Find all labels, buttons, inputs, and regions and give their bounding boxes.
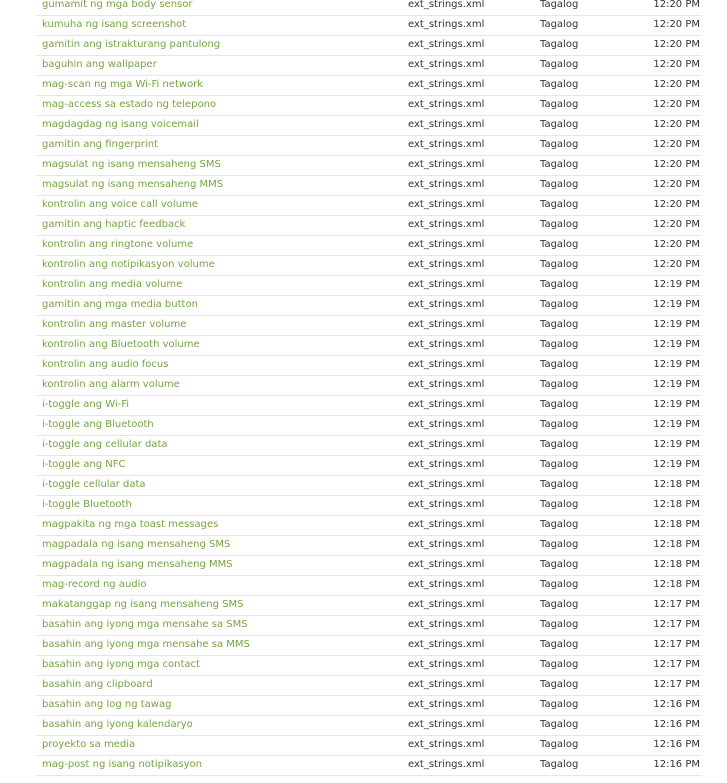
file-name: ext_strings.xml: [408, 539, 485, 550]
string-link[interactable]: gamitin ang mga media button: [42, 299, 198, 310]
string-link[interactable]: i-toggle ang Wi-Fi: [42, 399, 130, 410]
language-label: Tagalog: [540, 699, 579, 710]
list-item: [36, 396, 702, 416]
language-label: Tagalog: [540, 119, 579, 130]
file-name: ext_strings.xml: [408, 439, 485, 450]
language-label: Tagalog: [540, 259, 579, 270]
language-label: Tagalog: [540, 659, 579, 670]
timestamp: 12:19 PM: [653, 419, 700, 430]
language-label: Tagalog: [540, 139, 579, 150]
file-name: ext_strings.xml: [408, 719, 485, 730]
timestamp: 12:20 PM: [653, 59, 700, 70]
file-name: ext_strings.xml: [408, 739, 485, 750]
list-item: [36, 56, 702, 76]
list-item: [36, 296, 702, 316]
string-link[interactable]: gamitin ang istrakturang pantulong: [42, 39, 221, 50]
string-link[interactable]: kontrolin ang notipikasyon volume: [42, 259, 215, 270]
timestamp: 12:16 PM: [653, 699, 700, 710]
language-label: Tagalog: [540, 359, 579, 370]
file-name: ext_strings.xml: [408, 259, 485, 270]
timestamp: 12:20 PM: [653, 199, 700, 210]
list-item: [36, 756, 702, 776]
language-label: Tagalog: [540, 499, 579, 510]
timestamp: 12:20 PM: [653, 179, 700, 190]
string-link[interactable]: magpadala ng isang mensaheng MMS: [42, 559, 233, 570]
list-item: [36, 196, 702, 216]
language-label: Tagalog: [540, 339, 579, 350]
list-item: [36, 336, 702, 356]
file-name: ext_strings.xml: [408, 679, 485, 690]
timestamp: 12:19 PM: [653, 339, 700, 350]
language-label: Tagalog: [540, 559, 579, 570]
language-label: Tagalog: [540, 319, 579, 330]
list-item: [36, 236, 702, 256]
file-name: ext_strings.xml: [408, 39, 485, 50]
list-item: [36, 556, 702, 576]
list-item: [36, 0, 702, 16]
string-link[interactable]: magpakita ng mga toast messages: [42, 519, 219, 530]
language-label: Tagalog: [540, 19, 579, 30]
language-label: Tagalog: [540, 679, 579, 690]
file-name: ext_strings.xml: [408, 359, 485, 370]
string-link[interactable]: gamitin ang haptic feedback: [42, 219, 186, 230]
language-label: Tagalog: [540, 179, 579, 190]
timestamp: 12:18 PM: [653, 539, 700, 550]
string-link[interactable]: basahin ang iyong mga contact: [42, 659, 200, 670]
string-link[interactable]: kontrolin ang ringtone volume: [42, 239, 194, 250]
translation-activity-list: [36, 0, 702, 776]
list-item: [36, 96, 702, 116]
language-label: Tagalog: [540, 199, 579, 210]
language-label: Tagalog: [540, 599, 579, 610]
list-item: [36, 176, 702, 196]
list-item: [36, 116, 702, 136]
list-item: [36, 516, 702, 536]
file-name: ext_strings.xml: [408, 239, 485, 250]
language-label: Tagalog: [540, 439, 579, 450]
file-name: ext_strings.xml: [408, 659, 485, 670]
string-link[interactable]: basahin ang log ng tawag: [42, 699, 172, 710]
list-item: [36, 316, 702, 336]
list-item: [36, 536, 702, 556]
string-link[interactable]: mag-record ng audio: [42, 579, 147, 590]
language-label: Tagalog: [540, 299, 579, 310]
string-link[interactable]: kumuha ng isang screenshot: [42, 19, 187, 30]
timestamp: 12:20 PM: [653, 119, 700, 130]
string-link[interactable]: i-toggle ang cellular data: [42, 439, 168, 450]
file-name: ext_strings.xml: [408, 759, 485, 770]
timestamp: 12:19 PM: [653, 279, 700, 290]
file-name: ext_strings.xml: [408, 299, 485, 310]
timestamp: 12:17 PM: [653, 599, 700, 610]
language-label: Tagalog: [540, 719, 579, 730]
file-name: ext_strings.xml: [408, 639, 485, 650]
string-link[interactable]: magdagdag ng isang voicemail: [42, 119, 199, 130]
list-item: [36, 616, 702, 636]
list-item: [36, 636, 702, 656]
list-item: [36, 76, 702, 96]
list-item: [36, 696, 702, 716]
string-link[interactable]: kontrolin ang alarm volume: [42, 379, 180, 390]
timestamp: 12:18 PM: [653, 579, 700, 590]
string-link[interactable]: mag-scan ng mga Wi-Fi network: [42, 79, 204, 90]
language-label: Tagalog: [540, 0, 579, 10]
list-item: [36, 276, 702, 296]
string-link[interactable]: basahin ang iyong kalendaryo: [42, 719, 193, 730]
file-name: ext_strings.xml: [408, 219, 485, 230]
language-label: Tagalog: [540, 639, 579, 650]
file-name: ext_strings.xml: [408, 0, 485, 10]
timestamp: 12:18 PM: [653, 499, 700, 510]
list-item: [36, 216, 702, 236]
string-link[interactable]: mag-post ng isang notipikasyon: [42, 759, 203, 770]
string-link[interactable]: kontrolin ang audio focus: [42, 359, 169, 370]
timestamp: 12:20 PM: [653, 139, 700, 150]
timestamp: 12:16 PM: [653, 739, 700, 750]
file-name: ext_strings.xml: [408, 59, 485, 70]
language-label: Tagalog: [540, 519, 579, 530]
file-name: ext_strings.xml: [408, 99, 485, 110]
list-item: [36, 376, 702, 396]
string-link[interactable]: kontrolin ang voice call volume: [42, 199, 198, 210]
list-item: [36, 596, 702, 616]
file-name: ext_strings.xml: [408, 79, 485, 90]
list-item: [36, 36, 702, 56]
list-item: [36, 436, 702, 456]
string-link[interactable]: baguhin ang wallpaper: [42, 59, 157, 70]
list-item: [36, 676, 702, 696]
language-label: Tagalog: [540, 479, 579, 490]
timestamp: 12:17 PM: [653, 619, 700, 630]
timestamp: 12:20 PM: [653, 0, 700, 10]
list-item: [36, 136, 702, 156]
timestamp: 12:18 PM: [653, 559, 700, 570]
timestamp: 12:20 PM: [653, 99, 700, 110]
language-label: Tagalog: [540, 79, 579, 90]
file-name: ext_strings.xml: [408, 379, 485, 390]
language-label: Tagalog: [540, 419, 579, 430]
language-label: Tagalog: [540, 59, 579, 70]
language-label: Tagalog: [540, 399, 579, 410]
language-label: Tagalog: [540, 219, 579, 230]
file-name: ext_strings.xml: [408, 599, 485, 610]
timestamp: 12:20 PM: [653, 239, 700, 250]
file-name: ext_strings.xml: [408, 139, 485, 150]
timestamp: 12:20 PM: [653, 159, 700, 170]
timestamp: 12:19 PM: [653, 299, 700, 310]
language-label: Tagalog: [540, 279, 579, 290]
list-item: [36, 16, 702, 36]
timestamp: 12:18 PM: [653, 479, 700, 490]
timestamp: 12:18 PM: [653, 519, 700, 530]
timestamp: 12:16 PM: [653, 719, 700, 730]
language-label: Tagalog: [540, 619, 579, 630]
string-link[interactable]: kontrolin ang Bluetooth volume: [42, 339, 200, 350]
file-name: ext_strings.xml: [408, 579, 485, 590]
language-label: Tagalog: [540, 99, 579, 110]
string-link[interactable]: makatanggap ng isang mensaheng SMS: [42, 599, 244, 610]
timestamp: 12:19 PM: [653, 459, 700, 470]
string-link[interactable]: proyekto sa media: [42, 739, 136, 750]
language-label: Tagalog: [540, 759, 579, 770]
string-link[interactable]: i-toggle ang Bluetooth: [42, 419, 154, 430]
list-item: [36, 356, 702, 376]
file-name: ext_strings.xml: [408, 319, 485, 330]
language-label: Tagalog: [540, 539, 579, 550]
file-name: ext_strings.xml: [408, 459, 485, 470]
string-link[interactable]: i-toggle Bluetooth: [42, 499, 132, 510]
timestamp: 12:20 PM: [653, 79, 700, 90]
timestamp: 12:19 PM: [653, 319, 700, 330]
file-name: ext_strings.xml: [408, 339, 485, 350]
string-link[interactable]: basahin ang iyong mga mensahe sa MMS: [42, 639, 250, 650]
language-label: Tagalog: [540, 159, 579, 170]
file-name: ext_strings.xml: [408, 619, 485, 630]
file-name: ext_strings.xml: [408, 479, 485, 490]
file-name: ext_strings.xml: [408, 19, 485, 30]
timestamp: 12:17 PM: [653, 679, 700, 690]
list-item: [36, 736, 702, 756]
string-link[interactable]: gumamit ng mga body sensor: [42, 0, 193, 10]
timestamp: 12:17 PM: [653, 639, 700, 650]
timestamp: 12:20 PM: [653, 39, 700, 50]
string-link[interactable]: basahin ang iyong mga mensahe sa SMS: [42, 619, 248, 630]
timestamp: 12:20 PM: [653, 19, 700, 30]
file-name: ext_strings.xml: [408, 499, 485, 510]
file-name: ext_strings.xml: [408, 199, 485, 210]
string-link[interactable]: kontrolin ang media volume: [42, 279, 183, 290]
timestamp: 12:16 PM: [653, 759, 700, 770]
string-link[interactable]: magsulat ng isang mensaheng SMS: [42, 159, 221, 170]
list-item: [36, 716, 702, 736]
timestamp: 12:20 PM: [653, 219, 700, 230]
file-name: ext_strings.xml: [408, 279, 485, 290]
list-item: [36, 456, 702, 476]
list-item: [36, 476, 702, 496]
language-label: Tagalog: [540, 239, 579, 250]
language-label: Tagalog: [540, 579, 579, 590]
list-item: [36, 576, 702, 596]
file-name: ext_strings.xml: [408, 159, 485, 170]
string-link[interactable]: gamitin ang fingerprint: [42, 139, 158, 150]
timestamp: 12:19 PM: [653, 439, 700, 450]
timestamp: 12:17 PM: [653, 659, 700, 670]
timestamp: 12:19 PM: [653, 359, 700, 370]
file-name: ext_strings.xml: [408, 119, 485, 130]
file-name: ext_strings.xml: [408, 559, 485, 570]
timestamp: 12:20 PM: [653, 259, 700, 270]
string-link[interactable]: magsulat ng isang mensaheng MMS: [42, 179, 224, 190]
file-name: ext_strings.xml: [408, 519, 485, 530]
language-label: Tagalog: [540, 39, 579, 50]
language-label: Tagalog: [540, 459, 579, 470]
file-name: ext_strings.xml: [408, 179, 485, 190]
language-label: Tagalog: [540, 379, 579, 390]
string-link[interactable]: basahin ang clipboard: [42, 679, 153, 690]
file-name: ext_strings.xml: [408, 419, 485, 430]
file-name: ext_strings.xml: [408, 699, 485, 710]
file-name: ext_strings.xml: [408, 399, 485, 410]
string-link[interactable]: i-toggle ang NFC: [42, 459, 126, 470]
timestamp: 12:19 PM: [653, 379, 700, 390]
language-label: Tagalog: [540, 739, 579, 750]
list-item: [36, 496, 702, 516]
string-link[interactable]: i-toggle cellular data: [42, 479, 146, 490]
list-item: [36, 256, 702, 276]
list-item: [36, 156, 702, 176]
list-item: [36, 416, 702, 436]
list-item: [36, 656, 702, 676]
string-link[interactable]: mag-access sa estado ng telepono: [42, 99, 217, 110]
string-link[interactable]: magpadala ng isang mensaheng SMS: [42, 539, 231, 550]
string-link[interactable]: kontrolin ang master volume: [42, 319, 187, 330]
timestamp: 12:19 PM: [653, 399, 700, 410]
